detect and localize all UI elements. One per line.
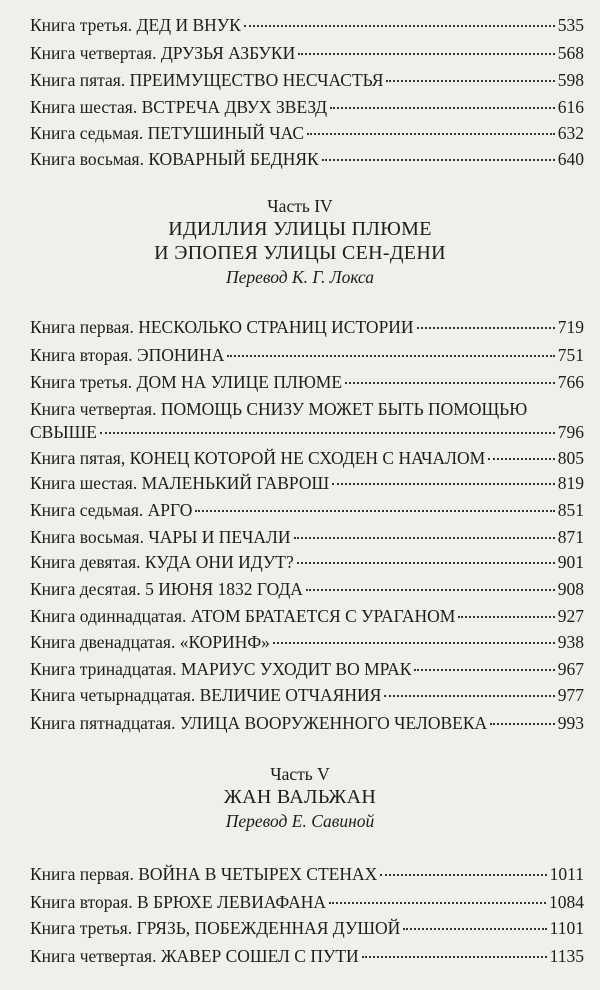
toc-entry-title: Книга шестая. ВСТРЕЧА ДВУХ ЗВЕЗД: [30, 97, 328, 117]
toc-entry-page: 819: [557, 473, 584, 493]
dot-leader: [332, 483, 555, 485]
toc-entry-page: 901: [557, 552, 584, 572]
toc-entry: [30, 891, 584, 913]
toc-entry: [30, 148, 584, 170]
part-label: Часть IV: [267, 196, 333, 216]
toc-entry-page: 871: [557, 527, 584, 547]
dot-leader: [458, 616, 554, 618]
dot-leader: [330, 107, 555, 109]
toc-entry-page: 640: [557, 149, 584, 169]
toc-entry-title: Книга третья. ГРЯЗЬ, ПОБЕЖДЕННАЯ ДУШОЙ: [30, 918, 401, 938]
toc-entry: [30, 631, 584, 653]
toc-entry: [30, 472, 584, 494]
toc-entry-title: Книга первая. НЕСКОЛЬКО СТРАНИЦ ИСТОРИИ: [30, 317, 414, 337]
dot-leader: [307, 133, 555, 135]
toc-entry-title: Книга первая. ВОЙНА В ЧЕТЫРЕХ СТЕНАХ: [30, 864, 378, 884]
toc-entry-title: Книга тринадцатая. МАРИУС УХОДИТ ВО МРАК: [30, 659, 412, 679]
dot-leader: [100, 432, 555, 434]
toc-entry-page: 927: [557, 606, 584, 626]
toc-entry-page: 568: [557, 43, 584, 63]
toc-entry-title: Книга вторая. В БРЮХЕ ЛЕВИАФАНА: [30, 892, 327, 912]
toc-entry-title: Книга четвертая. ДРУЗЬЯ АЗБУКИ: [30, 43, 296, 63]
dot-leader: [488, 458, 555, 460]
toc-entry-title: Книга четвертая. ПОМОЩЬ СНИЗУ МОЖЕТ БЫТЬ ПОМОЩЬЮ: [30, 399, 528, 419]
toc-entry-title: Книга седьмая. ПЕТУШИНЫЙ ЧАС: [30, 123, 305, 143]
toc-entry-page: 719: [557, 317, 584, 337]
dot-leader: [384, 695, 554, 697]
toc-entry: [30, 316, 584, 338]
toc-entry-title: Книга пятая. ПРЕИМУЩЕСТВО НЕСЧАСТЬЯ: [30, 70, 384, 90]
toc-entry-page: 616: [557, 97, 584, 117]
toc-entry: [30, 371, 584, 393]
toc-entry-title: Книга двенадцатая. «КОРИНФ»: [30, 632, 270, 652]
toc-entry: [30, 122, 584, 144]
part-label: Часть V: [270, 764, 330, 784]
toc-entry-title-cont: СВЫШЕ: [30, 422, 97, 442]
part-title: ИДИЛЛИЯ УЛИЦЫ ПЛЮМЕ: [168, 218, 432, 240]
toc-entry-page: 632: [557, 123, 584, 143]
dot-leader: [380, 874, 546, 876]
toc-entry-title: Книга седьмая. АРГО: [30, 500, 193, 520]
dot-leader: [322, 159, 555, 161]
dot-leader: [414, 669, 554, 671]
dot-leader: [362, 956, 547, 958]
dot-leader: [297, 562, 555, 564]
toc-entry: [30, 96, 584, 118]
toc-entry-page: 598: [557, 70, 584, 90]
dot-leader: [417, 327, 555, 329]
toc-entry: [30, 421, 584, 443]
dot-leader: [345, 382, 555, 384]
part-title: ЖАН ВАЛЬЖАН: [223, 786, 377, 808]
toc-entry: [30, 945, 584, 967]
toc-entry-page: 1135: [549, 946, 584, 966]
dot-leader: [490, 723, 555, 725]
toc-entry-title: Книга четвертая. ЖАВЕР СОШЕЛ С ПУТИ: [30, 946, 359, 966]
dot-leader: [273, 642, 555, 644]
toc-entry-page: 751: [557, 345, 584, 365]
translator-credit: Перевод К. Г. Локса: [226, 267, 374, 287]
toc-entry: [30, 344, 584, 366]
toc-entry-title: Книга десятая. 5 ИЮНЯ 1832 ГОДА: [30, 579, 303, 599]
toc-entry: [30, 863, 584, 885]
toc-entry-title: Книга третья. ДОМ НА УЛИЦЕ ПЛЮМЕ: [30, 372, 343, 392]
toc-entry-page: 993: [557, 713, 584, 733]
dot-leader: [403, 928, 546, 930]
dot-leader: [244, 25, 555, 27]
toc-entry-title: Книга восьмая. ЧАРЫ И ПЕЧАЛИ: [30, 527, 291, 547]
toc-entry: [30, 499, 584, 521]
toc-entry-page: 766: [557, 372, 584, 392]
toc-entry-title: Книга пятая, КОНЕЦ КОТОРОЙ НЕ СХОДЕН С НАЧАЛОМ: [30, 448, 486, 468]
toc-entry-page: 805: [557, 448, 584, 468]
toc-entry-page: 977: [557, 685, 584, 705]
translator-credit: Перевод Е. Савиной: [225, 811, 375, 831]
toc-entry: [30, 447, 584, 469]
part-title: И ЭПОПЕЯ УЛИЦЫ СЕН-ДЕНИ: [154, 242, 446, 264]
dot-leader: [294, 537, 555, 539]
toc-entry: [30, 14, 584, 36]
dot-leader: [386, 80, 554, 82]
toc-entry: [30, 684, 584, 706]
dot-leader: [298, 53, 555, 55]
toc-entry: [30, 551, 584, 573]
toc-entry-page: 1011: [549, 864, 584, 884]
toc-entry: [30, 526, 584, 548]
toc-entry: [30, 658, 584, 680]
toc-entry: [30, 712, 584, 734]
toc-entry-title: Книга третья. ДЕД И ВНУК: [30, 15, 241, 35]
toc-entry-page: 796: [557, 422, 584, 442]
toc-entry-page: 1101: [549, 918, 584, 938]
dot-leader: [195, 510, 554, 512]
toc-entry-page: 908: [557, 579, 584, 599]
dot-leader: [329, 902, 546, 904]
toc-entry-title: Книга одиннадцатая. АТОМ БРАТАЕТСЯ С УРАГАНОМ: [30, 606, 456, 626]
toc-entry-title: Книга четырнадцатая. ВЕЛИЧИЕ ОТЧАЯНИЯ: [30, 685, 382, 705]
toc-entry-page: 938: [557, 632, 584, 652]
toc-entry-page: 851: [557, 500, 584, 520]
toc-entry-page: 535: [557, 15, 584, 35]
toc-entry-page: 1084: [549, 892, 584, 912]
toc-entry: [30, 917, 584, 939]
toc-entry: [30, 605, 584, 627]
dot-leader: [306, 589, 555, 591]
toc-entry-title: Книга девятая. КУДА ОНИ ИДУТ?: [30, 552, 294, 572]
toc-entry-title: Книга пятнадцатая. УЛИЦА ВООРУЖЕННОГО ЧЕЛОВЕКА: [30, 713, 488, 733]
toc-entry-title: Книга восьмая. КОВАРНЫЙ БЕДНЯК: [30, 149, 319, 169]
toc-entry-page: 967: [557, 659, 584, 679]
toc-entry-title: Книга вторая. ЭПОНИНА: [30, 345, 225, 365]
toc-entry: [30, 578, 584, 600]
toc-entry-title: Книга шестая. МАЛЕНЬКИЙ ГАВРОШ: [30, 473, 330, 493]
dot-leader: [227, 355, 554, 357]
toc-entry: [30, 42, 584, 64]
toc-entry: [30, 69, 584, 91]
